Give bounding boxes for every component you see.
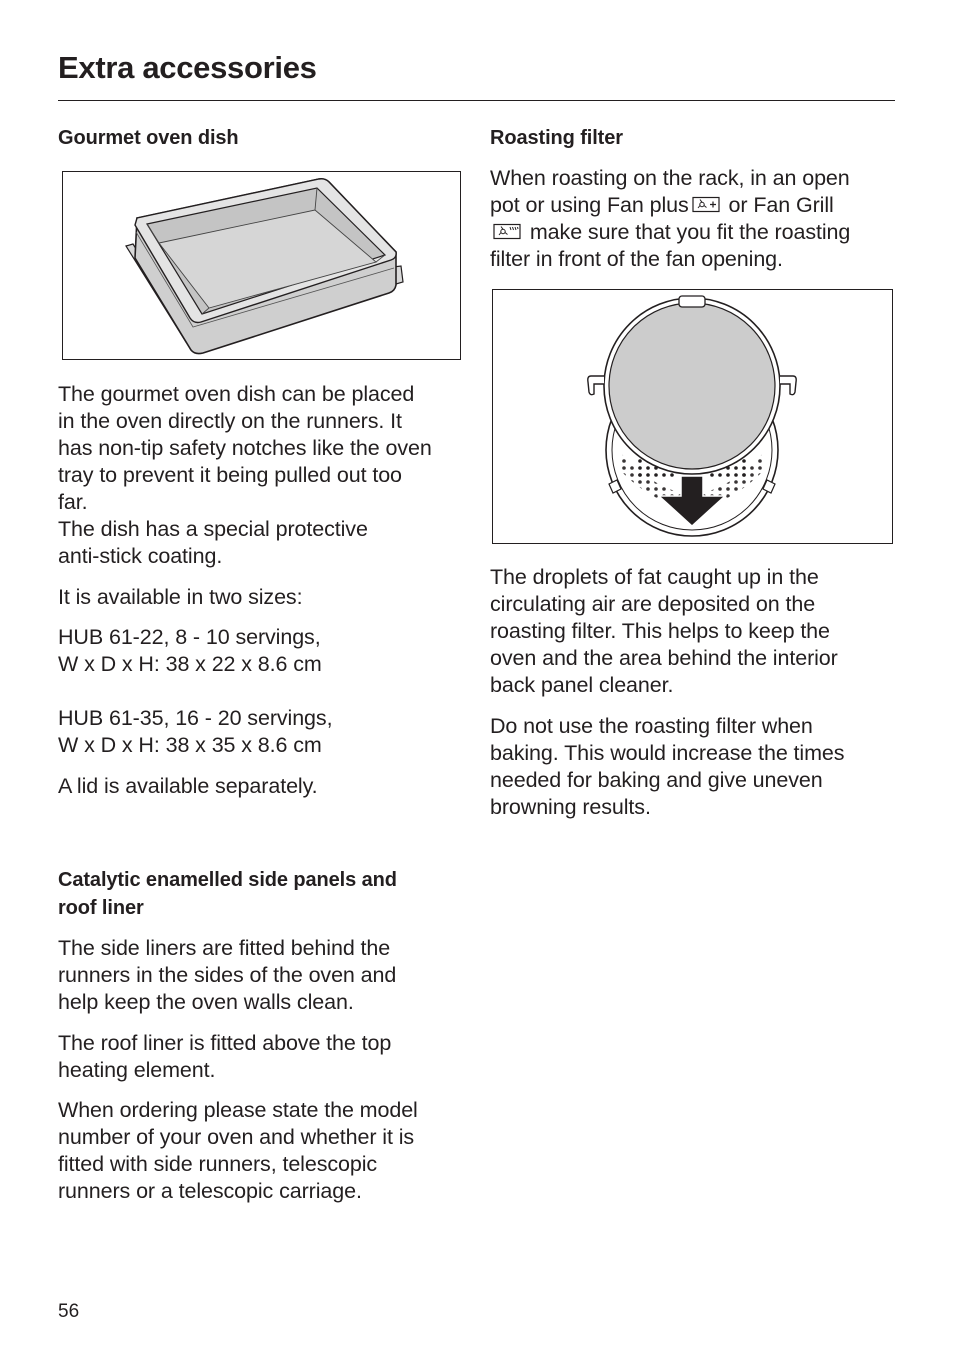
gourmet-description: The gourmet oven dish can be placed in the oven directly on the runners. It has non-tip safety notches like the oven tray to prevent it being pulled out too far. The dish has a special protective anti-stick coating. xyxy=(58,382,432,568)
roasting-filter-illustration xyxy=(492,289,893,544)
roasting-intro-part1: When roasting on the rack, in an open pot or using Fan plus xyxy=(490,166,850,217)
catalytic-ordering-note: When ordering please state the model number of your oven and whether it is fitted with side runners, telescopic runners or a telescopic carriage. xyxy=(58,1098,418,1203)
roasting-filter-drawing xyxy=(493,290,891,542)
gourmet-lid-note: A lid is available separately. xyxy=(58,774,318,798)
page-title: Extra accessories xyxy=(58,50,317,85)
fan-plus-icon xyxy=(691,196,721,213)
gourmet-size-hub-61-35: HUB 61-35, 16 - 20 servings, W x D x H: 38 x 35 x 8.6 cm xyxy=(58,706,333,757)
roasting-intro-part2: or Fan Grill xyxy=(722,193,834,217)
page-number: 56 xyxy=(58,1301,80,1322)
catalytic-roof-liner: The roof liner is fitted above the top heating element. xyxy=(58,1031,392,1082)
gourmet-sizes-intro: It is available in two sizes: xyxy=(58,585,303,609)
oven-dish-drawing xyxy=(63,172,459,358)
gourmet-size-hub-61-22: HUB 61-22, 8 - 10 servings, W x D x H: 38 x 22 x 8.6 cm xyxy=(58,625,322,676)
gourmet-dish-illustration xyxy=(62,171,461,360)
roasting-heading: Roasting filter xyxy=(490,127,623,149)
title-divider xyxy=(58,100,895,101)
roasting-baking-warning: Do not use the roasting filter when baking. This would increase the times needed for baking and give uneven browning results. xyxy=(490,714,845,819)
catalytic-side-liners: The side liners are fitted behind the runners in the sides of the oven and help keep the oven walls clean. xyxy=(58,936,397,1014)
catalytic-heading: Catalytic enamelled side panels and roof liner xyxy=(58,869,397,919)
gourmet-heading: Gourmet oven dish xyxy=(58,127,239,149)
roasting-description: The droplets of fat caught up in the circulating air are deposited on the roasting filter. This helps to keep the oven and the area behind the interior back panel cleaner. xyxy=(490,565,838,697)
roasting-intro xyxy=(490,165,850,273)
roasting-intro-part3: make sure that you fit the roasting filter in front of the fan opening. xyxy=(490,220,851,271)
fan-grill-icon xyxy=(492,223,522,240)
